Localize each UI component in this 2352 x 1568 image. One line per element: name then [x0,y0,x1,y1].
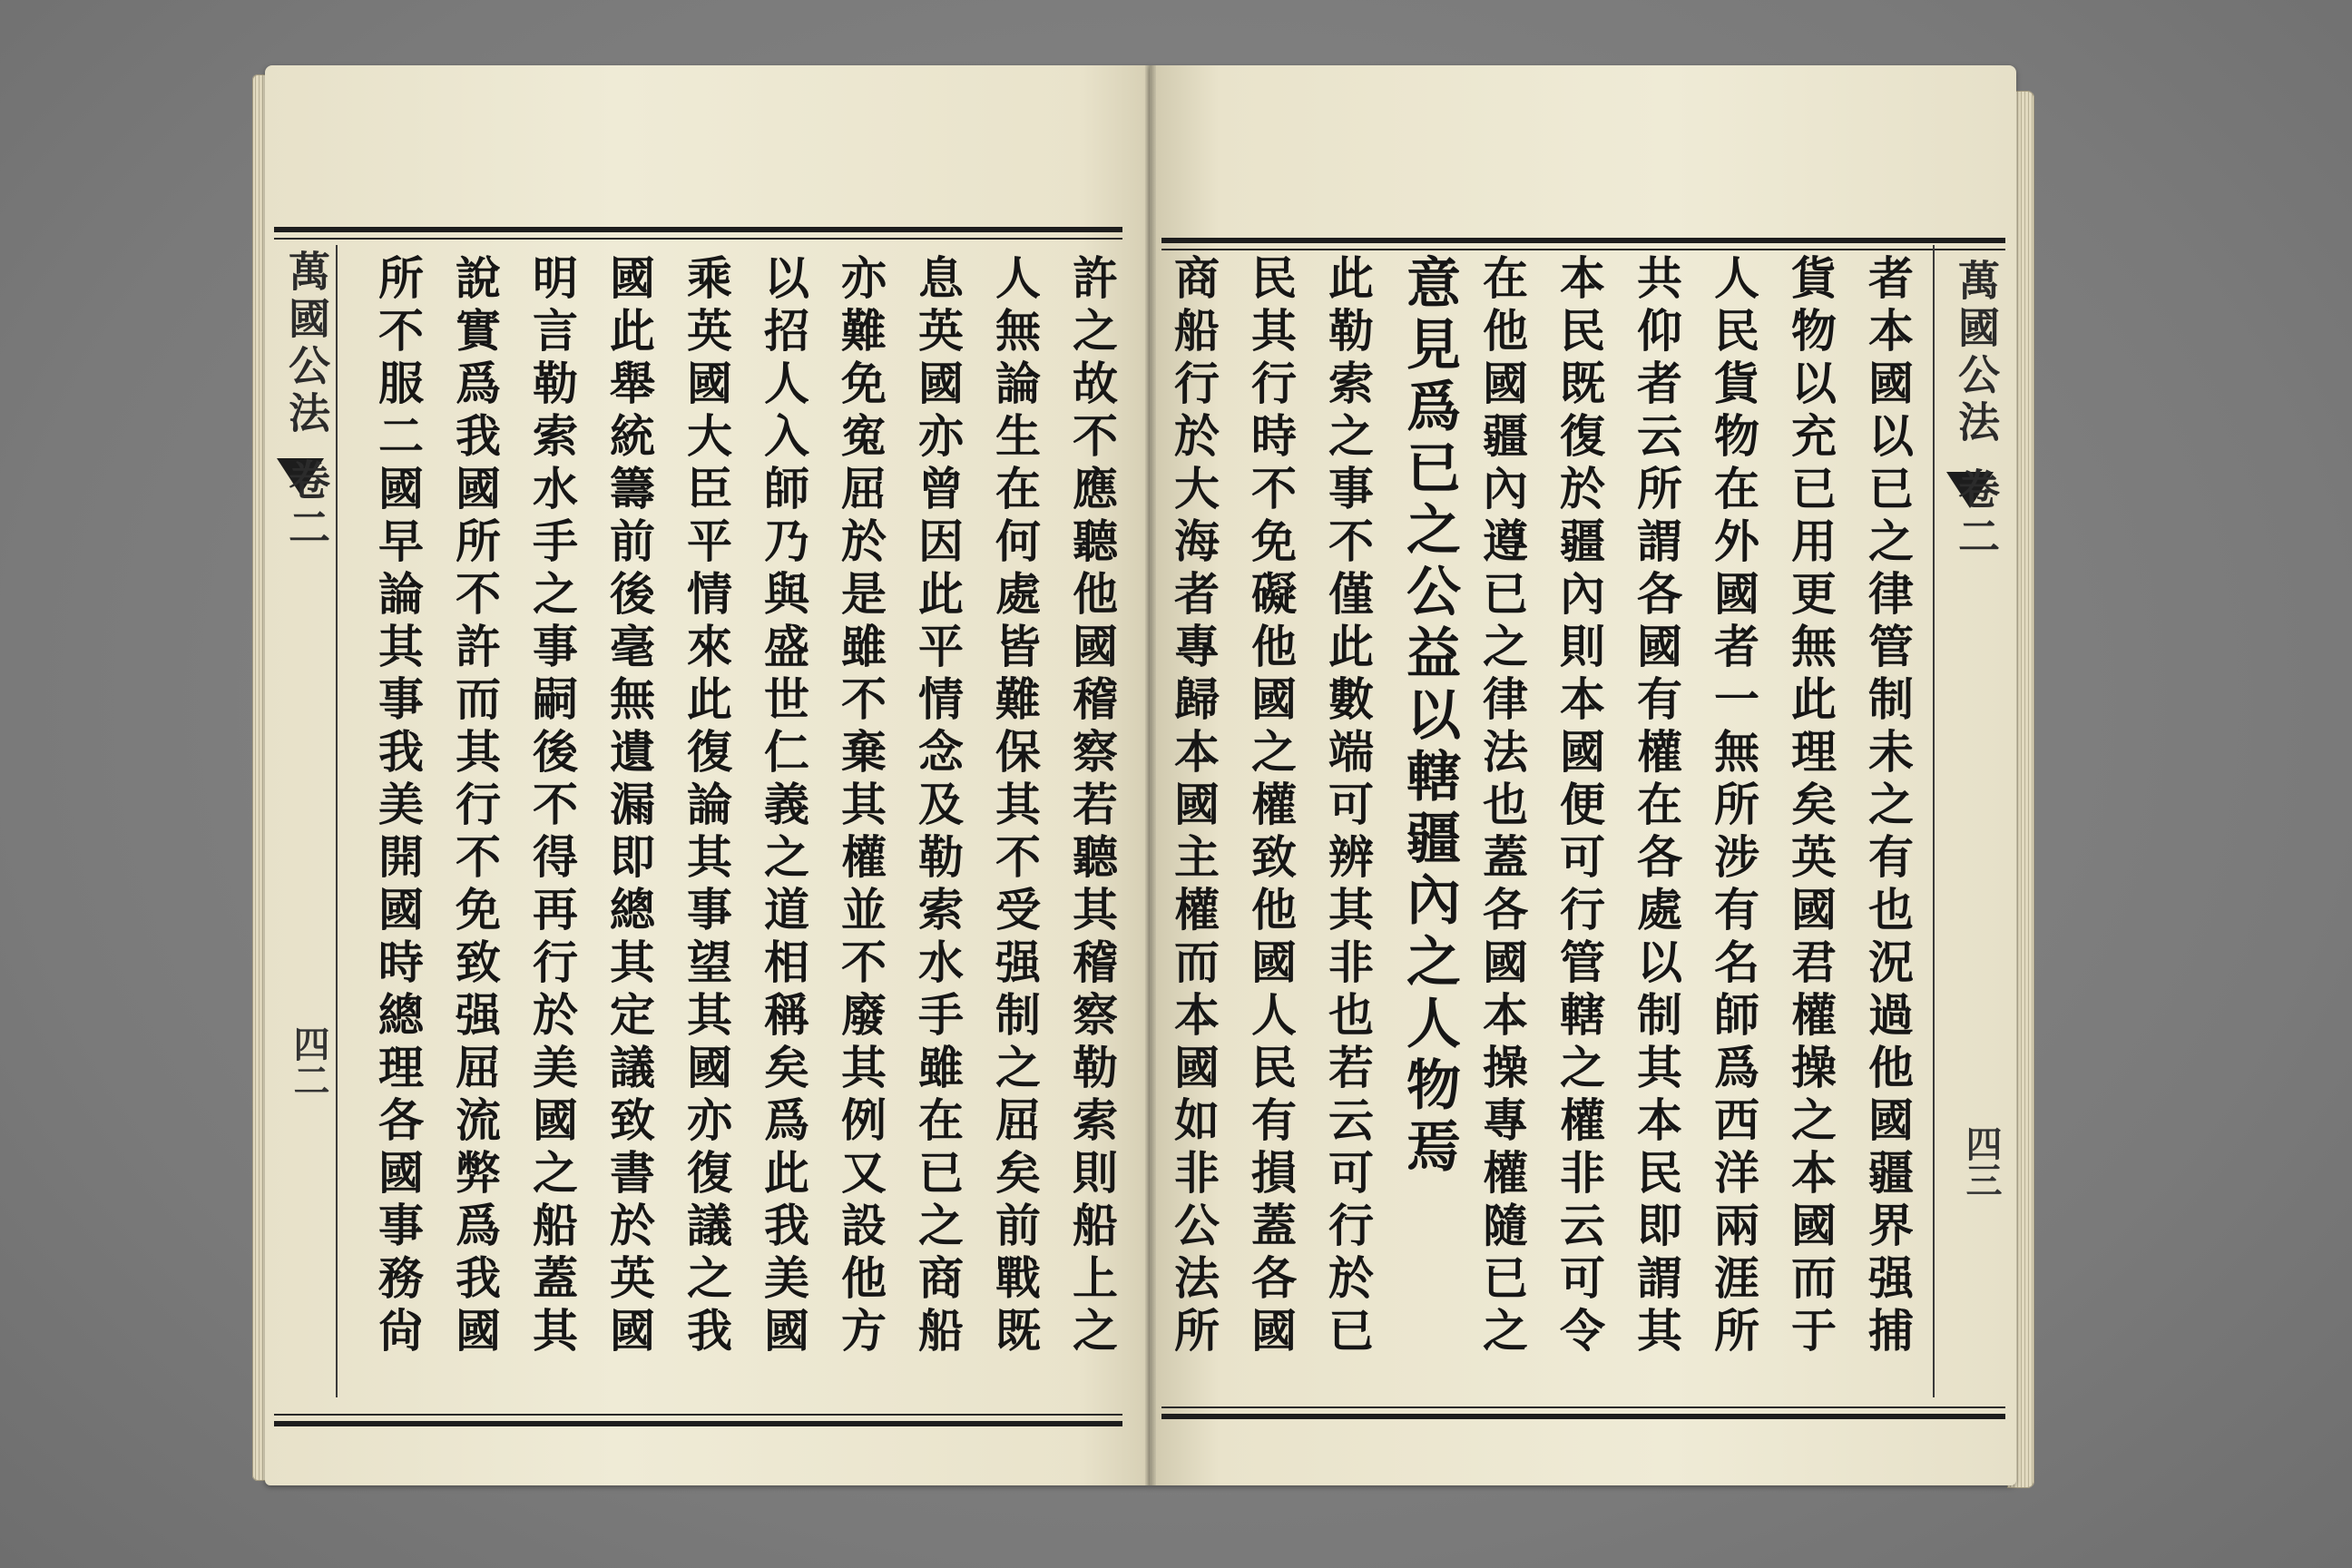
left-folio: 四二 [288,1025,330,1098]
right-column-8: 此勒索之事不僅此數端可辨其非也若云可行於已 [1321,254,1375,1359]
left-column-4: 亦難免寃屈於是雖不棄其權並不廢其例又設他方 [834,254,887,1359]
right-column-3: 人民貨物在外國者一無所涉有名師爲西洋兩涯所 [1707,254,1760,1359]
left-column-5: 以招人入師乃與盛世仁義之道相稱矣爲此我美國 [757,254,810,1359]
left-column-3: 息英國亦曾因此平情念及勒索水手雖在已之商船 [911,254,965,1359]
left-column-1: 許之故不應聽他國稽察若聽其稽察勒索則船上之 [1065,254,1119,1359]
right-column-7: 意見爲已之公益以轄疆內之人物焉 [1397,254,1461,1180]
right-column-6: 在他國疆內遵已之律法也蓋各國本操專權隨已之 [1475,254,1529,1359]
right-margin-title: 萬國公法 卷二 [1952,259,2001,563]
left-column-7: 國此舉統籌前後毫無遺漏即總其定議致書於英國 [603,254,656,1359]
left-column-10: 所不服二國早論其事我美開國時總理各國事務尙 [371,254,425,1359]
left-column-8: 明言勒索水手之事嗣後不得再行於美國之船蓋其 [525,254,579,1359]
right-column-4: 共仰者云所謂各國有權在各處以制其本民即謂其 [1630,254,1683,1359]
right-folio: 四三 [1960,1125,2003,1198]
right-column-10: 商船行於大海者專歸本國主權而本國如非公法所 [1167,254,1220,1359]
left-margin-title: 萬國公法 卷二 [282,250,331,554]
left-column-2: 人無論生在何處皆難保其不受强制之屈矣前戰既 [988,254,1042,1359]
left-column-6: 乘英國大臣平情來此復論其事望其國亦復議之我 [680,254,733,1359]
right-column-9: 民其行時不免礙他國之權致他國人民有損蓋各國 [1244,254,1298,1359]
column-rule [336,245,338,1397]
left-column-9: 說實爲我國所不許而其行不免致强屈流弊爲我國 [448,254,502,1359]
column-rule [1933,245,1935,1397]
right-column-2: 貨物以充已用更無此理矣英國君權操之本國而于 [1784,254,1838,1359]
right-column-1: 者本國以已之律管制未之有也況過他國疆界强捕 [1861,254,1915,1359]
right-column-5: 本民既復於疆內則本國便可行管轄之權非云可令 [1553,254,1606,1359]
book-gutter [1145,65,1156,1485]
